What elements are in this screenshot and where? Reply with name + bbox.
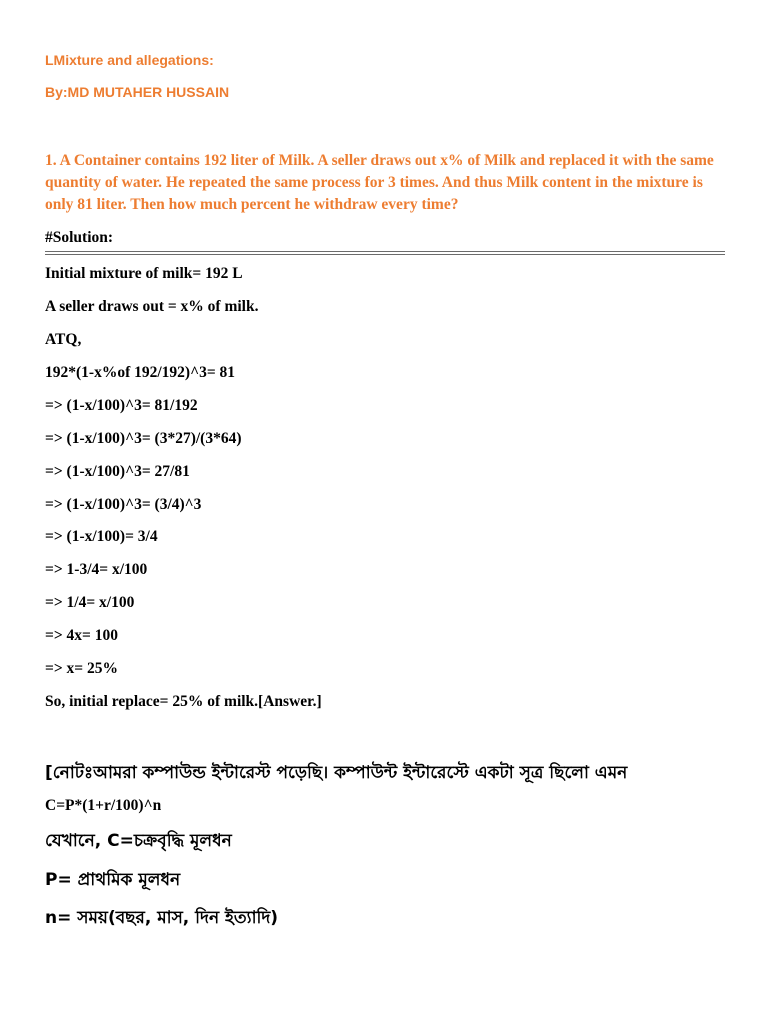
note-line: P= প্রাথমিক মূলধন [45, 870, 181, 890]
question-text: 1. A Container contains 192 liter of Milk. A seller draws out x% of Milk and replaced it with the same quantity of water. He repeated the same process for 3 times. And thus Milk content in the mixture is only 81 liter. Then how much percent he withdraw every time? [45, 152, 714, 213]
solution-line: => x= 25% [45, 660, 118, 677]
solution-heading: #Solution: [45, 229, 114, 246]
solution-line: => (1-x/100)^3= (3*27)/(3*64) [45, 430, 242, 447]
solution-line: => (1-x/100)^3= (3/4)^3 [45, 496, 202, 513]
solution-line: => 4x= 100 [45, 627, 118, 644]
solution-line: 192*(1-x%of 192/192)^3= 81 [45, 364, 236, 381]
formula-line: C=P*(1+r/100)^n [45, 797, 162, 814]
author-line: By:MD MUTAHER HUSSAIN [45, 84, 230, 100]
document-title: LMixture and allegations: [45, 52, 214, 68]
answer-line: So, initial replace= 25% of milk.[Answer.] [45, 693, 322, 710]
solution-line: Initial mixture of milk= 192 L [45, 265, 243, 282]
solution-line: ATQ, [45, 331, 82, 348]
solution-line: => 1-3/4= x/100 [45, 561, 148, 578]
solution-line: A seller draws out = x% of milk. [45, 298, 259, 315]
solution-line: => 1/4= x/100 [45, 594, 135, 611]
divider-line-bottom [45, 254, 725, 255]
solution-line: => (1-x/100)^3= 81/192 [45, 397, 198, 414]
solution-line: => (1-x/100)^3= 27/81 [45, 463, 190, 480]
note-line: [নোটঃআমরা কম্পাউন্ড ইন্টারেস্ট পড়েছি। কম্পাউন্ট ইন্টারেস্টে একটা সূত্র ছিলো এমন [45, 763, 628, 783]
note-line: n= সময়(বছর, মাস, দিন ইত্যাদি) [45, 908, 279, 928]
solution-line: => (1-x/100)= 3/4 [45, 528, 158, 545]
note-line: যেখানে, C=চক্রবৃদ্ধি মূলধন [45, 831, 232, 851]
divider-line-top [45, 251, 725, 252]
